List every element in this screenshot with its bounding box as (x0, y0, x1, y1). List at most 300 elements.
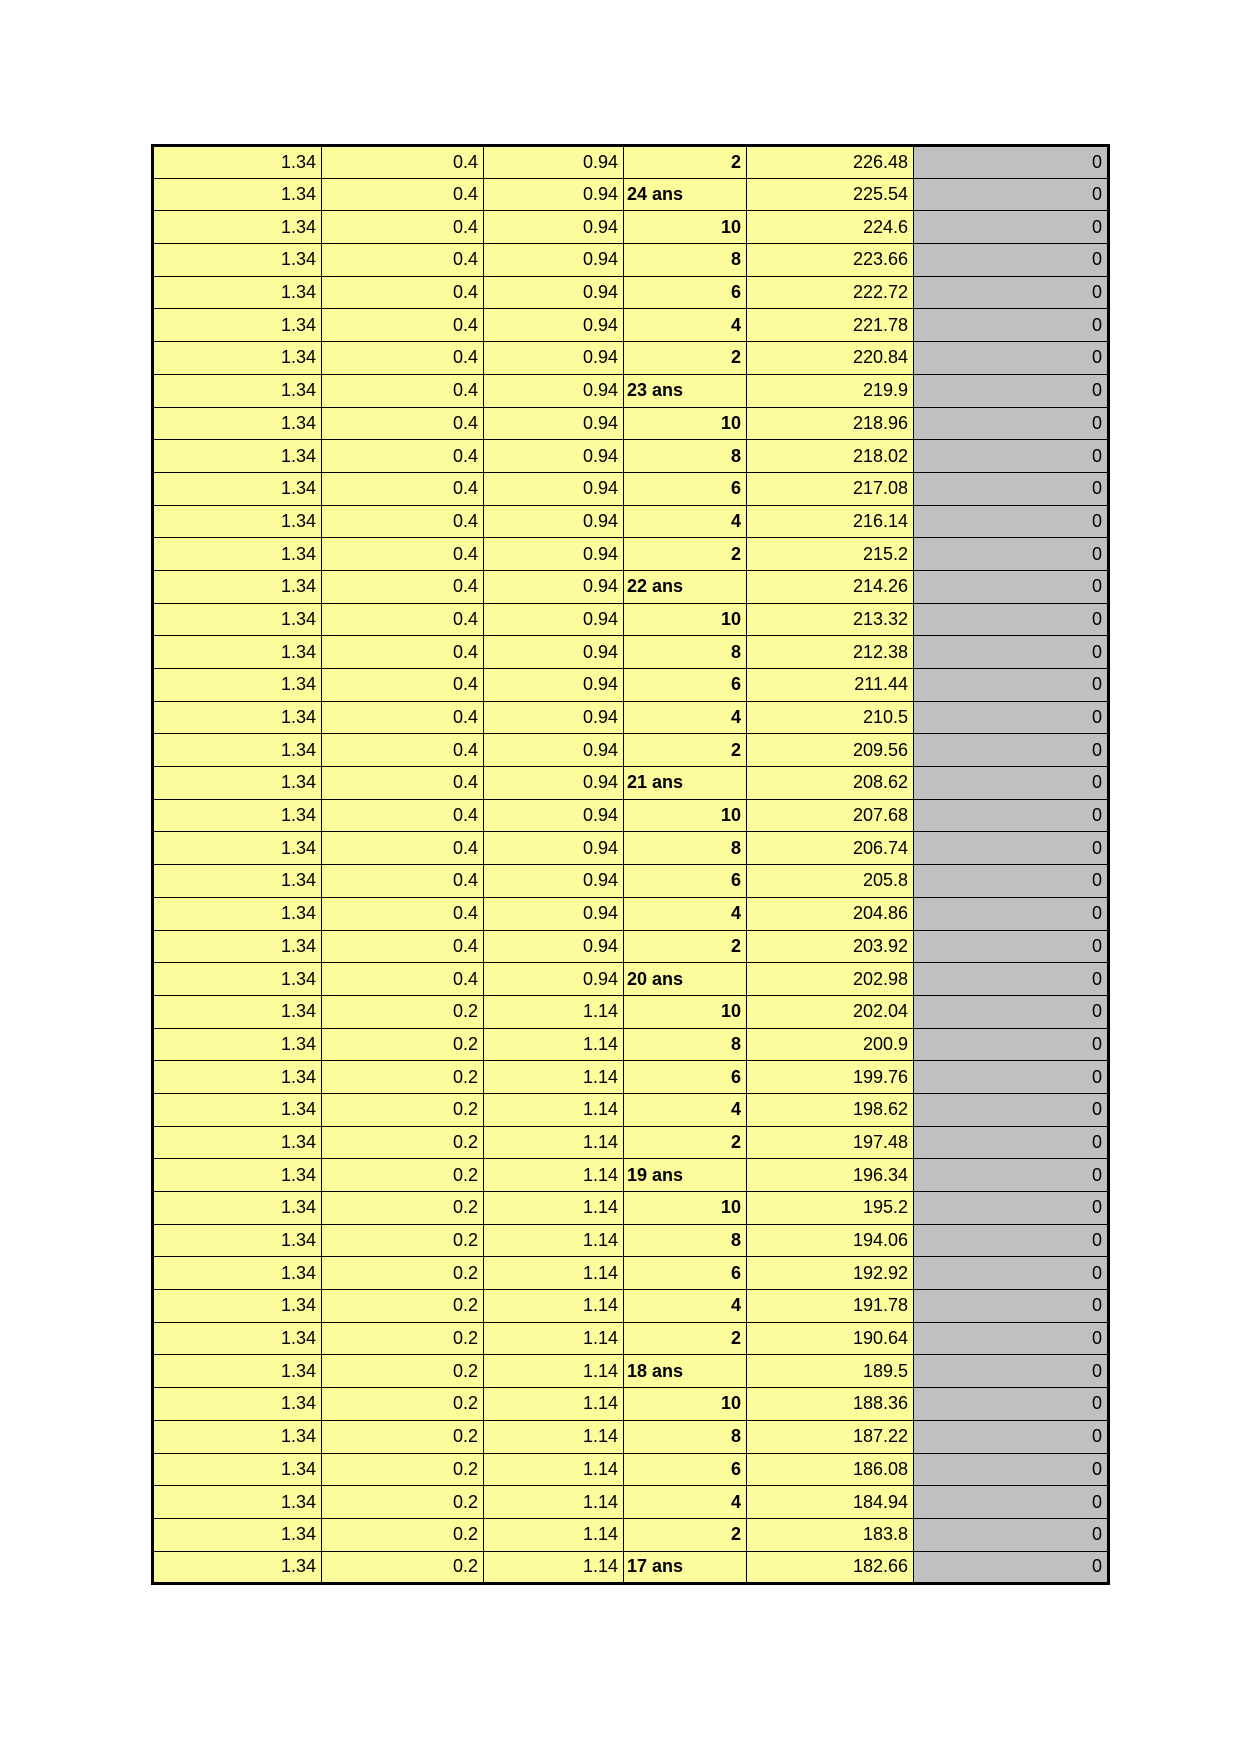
cell-age-label: 8 (624, 440, 747, 473)
cell-value-3: 1.14 (484, 1159, 624, 1192)
cell-flag: 0 (914, 472, 1109, 505)
cell-value-2: 0.4 (322, 865, 484, 898)
table-row (153, 440, 1109, 473)
cell-value-2: 0.4 (322, 734, 484, 767)
cell-age-label: 24 ans (624, 178, 747, 211)
cell-value-3: 0.94 (484, 538, 624, 571)
cell-value-2: 0.4 (322, 211, 484, 244)
cell-value-1: 1.34 (153, 146, 322, 179)
cell-flag: 0 (914, 1192, 1109, 1225)
cell-amount: 216.14 (747, 505, 914, 538)
table-row (153, 1518, 1109, 1551)
cell-flag: 0 (914, 701, 1109, 734)
cell-age-label: 6 (624, 1453, 747, 1486)
cell-age-label: 22 ans (624, 570, 747, 603)
cell-amount: 224.6 (747, 211, 914, 244)
cell-value-2: 0.4 (322, 178, 484, 211)
cell-age-label: 6 (624, 1061, 747, 1094)
cell-value-3: 1.14 (484, 1126, 624, 1159)
cell-value-1: 1.34 (153, 865, 322, 898)
cell-flag: 0 (914, 1028, 1109, 1061)
cell-age-label: 4 (624, 1093, 747, 1126)
cell-value-2: 0.4 (322, 832, 484, 865)
cell-value-3: 1.14 (484, 1453, 624, 1486)
cell-value-3: 0.94 (484, 342, 624, 375)
cell-age-label: 23 ans (624, 374, 747, 407)
cell-value-1: 1.34 (153, 1061, 322, 1094)
cell-flag: 0 (914, 407, 1109, 440)
cell-flag: 0 (914, 309, 1109, 342)
cell-value-1: 1.34 (153, 1518, 322, 1551)
cell-value-3: 1.14 (484, 1420, 624, 1453)
cell-amount: 210.5 (747, 701, 914, 734)
cell-flag: 0 (914, 995, 1109, 1028)
cell-amount: 202.04 (747, 995, 914, 1028)
cell-flag: 0 (914, 1159, 1109, 1192)
cell-age-label: 8 (624, 1420, 747, 1453)
table-row (153, 407, 1109, 440)
data-table (151, 144, 1110, 1585)
cell-age-label: 8 (624, 832, 747, 865)
cell-value-1: 1.34 (153, 1290, 322, 1323)
cell-amount: 217.08 (747, 472, 914, 505)
cell-flag: 0 (914, 636, 1109, 669)
cell-amount: 225.54 (747, 178, 914, 211)
cell-age-label: 18 ans (624, 1355, 747, 1388)
cell-value-2: 0.2 (322, 1355, 484, 1388)
cell-amount: 226.48 (747, 146, 914, 179)
cell-value-2: 0.4 (322, 505, 484, 538)
cell-amount: 182.66 (747, 1551, 914, 1584)
cell-age-label: 2 (624, 930, 747, 963)
cell-value-3: 1.14 (484, 1061, 624, 1094)
table-row (153, 309, 1109, 342)
cell-amount: 184.94 (747, 1486, 914, 1519)
cell-age-label: 6 (624, 472, 747, 505)
cell-value-3: 0.94 (484, 407, 624, 440)
table-row (153, 211, 1109, 244)
cell-flag: 0 (914, 1290, 1109, 1323)
cell-age-label: 10 (624, 1192, 747, 1225)
cell-amount: 203.92 (747, 930, 914, 963)
cell-age-label: 20 ans (624, 963, 747, 996)
cell-amount: 212.38 (747, 636, 914, 669)
cell-value-2: 0.4 (322, 407, 484, 440)
cell-value-2: 0.4 (322, 963, 484, 996)
cell-age-label: 8 (624, 636, 747, 669)
table-row (153, 1551, 1109, 1584)
cell-amount: 189.5 (747, 1355, 914, 1388)
cell-value-1: 1.34 (153, 1551, 322, 1584)
cell-value-3: 1.14 (484, 1224, 624, 1257)
cell-value-2: 0.4 (322, 897, 484, 930)
cell-age-label: 6 (624, 865, 747, 898)
cell-flag: 0 (914, 146, 1109, 179)
table-row (153, 930, 1109, 963)
table-row (153, 1355, 1109, 1388)
table-row (153, 995, 1109, 1028)
cell-flag: 0 (914, 865, 1109, 898)
table-row (153, 374, 1109, 407)
cell-value-2: 0.2 (322, 1518, 484, 1551)
cell-value-2: 0.4 (322, 570, 484, 603)
cell-value-3: 1.14 (484, 1257, 624, 1290)
table-row (153, 799, 1109, 832)
cell-flag: 0 (914, 1061, 1109, 1094)
cell-age-label: 4 (624, 505, 747, 538)
cell-age-label: 8 (624, 1028, 747, 1061)
cell-amount: 198.62 (747, 1093, 914, 1126)
cell-value-3: 0.94 (484, 701, 624, 734)
cell-value-3: 0.94 (484, 440, 624, 473)
table-row (153, 1061, 1109, 1094)
cell-flag: 0 (914, 669, 1109, 702)
cell-age-label: 10 (624, 407, 747, 440)
cell-value-1: 1.34 (153, 1224, 322, 1257)
cell-flag: 0 (914, 1126, 1109, 1159)
cell-value-2: 0.2 (322, 1420, 484, 1453)
cell-value-3: 0.94 (484, 309, 624, 342)
cell-flag: 0 (914, 1093, 1109, 1126)
cell-value-1: 1.34 (153, 505, 322, 538)
cell-value-1: 1.34 (153, 636, 322, 669)
cell-amount: 213.32 (747, 603, 914, 636)
cell-amount: 183.8 (747, 1518, 914, 1551)
table-row (153, 1028, 1109, 1061)
cell-flag: 0 (914, 1518, 1109, 1551)
cell-value-1: 1.34 (153, 244, 322, 277)
cell-age-label: 2 (624, 342, 747, 375)
cell-amount: 191.78 (747, 1290, 914, 1323)
cell-flag: 0 (914, 603, 1109, 636)
cell-value-2: 0.4 (322, 636, 484, 669)
cell-age-label: 10 (624, 211, 747, 244)
cell-flag: 0 (914, 930, 1109, 963)
cell-amount: 190.64 (747, 1322, 914, 1355)
table-row (153, 276, 1109, 309)
cell-value-2: 0.4 (322, 342, 484, 375)
cell-age-label: 2 (624, 538, 747, 571)
cell-amount: 207.68 (747, 799, 914, 832)
cell-age-label: 2 (624, 146, 747, 179)
cell-flag: 0 (914, 342, 1109, 375)
cell-value-2: 0.2 (322, 1257, 484, 1290)
cell-value-2: 0.4 (322, 669, 484, 702)
table-row (153, 570, 1109, 603)
cell-value-1: 1.34 (153, 374, 322, 407)
cell-value-2: 0.2 (322, 1290, 484, 1323)
cell-value-3: 0.94 (484, 276, 624, 309)
cell-value-2: 0.2 (322, 995, 484, 1028)
cell-flag: 0 (914, 1322, 1109, 1355)
table-row (153, 1290, 1109, 1323)
cell-flag: 0 (914, 1257, 1109, 1290)
cell-value-3: 0.94 (484, 178, 624, 211)
table-body (153, 146, 1109, 1584)
cell-age-label: 19 ans (624, 1159, 747, 1192)
cell-value-3: 0.94 (484, 374, 624, 407)
cell-value-2: 0.4 (322, 374, 484, 407)
cell-age-label: 6 (624, 669, 747, 702)
cell-value-2: 0.4 (322, 276, 484, 309)
cell-value-2: 0.4 (322, 930, 484, 963)
cell-flag: 0 (914, 767, 1109, 800)
cell-amount: 202.98 (747, 963, 914, 996)
table-row (153, 538, 1109, 571)
cell-value-3: 1.14 (484, 1551, 624, 1584)
cell-value-2: 0.4 (322, 309, 484, 342)
cell-value-2: 0.4 (322, 244, 484, 277)
cell-age-label: 10 (624, 1388, 747, 1421)
cell-amount: 200.9 (747, 1028, 914, 1061)
cell-value-2: 0.4 (322, 767, 484, 800)
cell-amount: 195.2 (747, 1192, 914, 1225)
cell-value-2: 0.2 (322, 1388, 484, 1421)
cell-value-2: 0.2 (322, 1126, 484, 1159)
cell-value-1: 1.34 (153, 1355, 322, 1388)
cell-value-1: 1.34 (153, 407, 322, 440)
table-row (153, 1420, 1109, 1453)
cell-value-3: 0.94 (484, 767, 624, 800)
cell-amount: 214.26 (747, 570, 914, 603)
table-row (153, 767, 1109, 800)
cell-flag: 0 (914, 832, 1109, 865)
cell-value-1: 1.34 (153, 1257, 322, 1290)
cell-amount: 197.48 (747, 1126, 914, 1159)
table-row (153, 832, 1109, 865)
cell-value-1: 1.34 (153, 799, 322, 832)
table-row (153, 244, 1109, 277)
cell-value-3: 0.94 (484, 472, 624, 505)
cell-age-label: 6 (624, 276, 747, 309)
cell-value-1: 1.34 (153, 538, 322, 571)
cell-amount: 188.36 (747, 1388, 914, 1421)
cell-value-1: 1.34 (153, 963, 322, 996)
cell-age-label: 8 (624, 1224, 747, 1257)
cell-value-3: 0.94 (484, 799, 624, 832)
cell-flag: 0 (914, 1551, 1109, 1584)
cell-value-3: 0.94 (484, 505, 624, 538)
cell-value-2: 0.4 (322, 701, 484, 734)
cell-value-2: 0.4 (322, 472, 484, 505)
cell-flag: 0 (914, 734, 1109, 767)
cell-flag: 0 (914, 963, 1109, 996)
cell-age-label: 4 (624, 309, 747, 342)
cell-flag: 0 (914, 570, 1109, 603)
table-row (153, 865, 1109, 898)
cell-value-1: 1.34 (153, 1192, 322, 1225)
cell-value-1: 1.34 (153, 178, 322, 211)
cell-flag: 0 (914, 244, 1109, 277)
cell-value-3: 1.14 (484, 1290, 624, 1323)
cell-amount: 199.76 (747, 1061, 914, 1094)
cell-amount: 223.66 (747, 244, 914, 277)
cell-value-3: 1.14 (484, 1192, 624, 1225)
cell-value-1: 1.34 (153, 342, 322, 375)
cell-flag: 0 (914, 374, 1109, 407)
cell-value-3: 0.94 (484, 897, 624, 930)
cell-value-3: 1.14 (484, 995, 624, 1028)
cell-value-3: 0.94 (484, 603, 624, 636)
table-row (153, 146, 1109, 179)
cell-flag: 0 (914, 505, 1109, 538)
table-row (153, 1126, 1109, 1159)
cell-age-label: 2 (624, 1322, 747, 1355)
table-row (153, 1486, 1109, 1519)
cell-flag: 0 (914, 897, 1109, 930)
cell-value-3: 0.94 (484, 244, 624, 277)
cell-value-1: 1.34 (153, 1159, 322, 1192)
cell-flag: 0 (914, 440, 1109, 473)
cell-value-1: 1.34 (153, 1388, 322, 1421)
cell-value-3: 1.14 (484, 1355, 624, 1388)
cell-age-label: 17 ans (624, 1551, 747, 1584)
table-row (153, 1388, 1109, 1421)
cell-value-2: 0.2 (322, 1061, 484, 1094)
cell-age-label: 2 (624, 1126, 747, 1159)
cell-value-3: 0.94 (484, 570, 624, 603)
cell-flag: 0 (914, 211, 1109, 244)
table-row (153, 178, 1109, 211)
table-row (153, 1224, 1109, 1257)
cell-amount: 186.08 (747, 1453, 914, 1486)
cell-amount: 205.8 (747, 865, 914, 898)
table-row (153, 1257, 1109, 1290)
cell-amount: 220.84 (747, 342, 914, 375)
table-row (153, 1453, 1109, 1486)
table-row (153, 505, 1109, 538)
table-row (153, 472, 1109, 505)
cell-value-1: 1.34 (153, 1028, 322, 1061)
cell-value-2: 0.4 (322, 799, 484, 832)
cell-value-1: 1.34 (153, 995, 322, 1028)
cell-value-1: 1.34 (153, 276, 322, 309)
cell-age-label: 2 (624, 734, 747, 767)
cell-amount: 196.34 (747, 1159, 914, 1192)
cell-value-2: 0.4 (322, 538, 484, 571)
table-row (153, 636, 1109, 669)
cell-amount: 221.78 (747, 309, 914, 342)
cell-amount: 192.92 (747, 1257, 914, 1290)
cell-flag: 0 (914, 1388, 1109, 1421)
table-row (153, 603, 1109, 636)
cell-amount: 219.9 (747, 374, 914, 407)
cell-value-3: 1.14 (484, 1028, 624, 1061)
table-row (153, 734, 1109, 767)
cell-amount: 206.74 (747, 832, 914, 865)
cell-value-2: 0.4 (322, 440, 484, 473)
cell-age-label: 2 (624, 1518, 747, 1551)
cell-value-2: 0.2 (322, 1028, 484, 1061)
cell-value-1: 1.34 (153, 1126, 322, 1159)
cell-age-label: 10 (624, 799, 747, 832)
cell-flag: 0 (914, 538, 1109, 571)
cell-age-label: 21 ans (624, 767, 747, 800)
cell-amount: 222.72 (747, 276, 914, 309)
cell-value-1: 1.34 (153, 570, 322, 603)
cell-value-1: 1.34 (153, 897, 322, 930)
cell-flag: 0 (914, 1420, 1109, 1453)
cell-flag: 0 (914, 178, 1109, 211)
cell-value-1: 1.34 (153, 767, 322, 800)
cell-amount: 211.44 (747, 669, 914, 702)
cell-flag: 0 (914, 276, 1109, 309)
cell-value-3: 1.14 (484, 1518, 624, 1551)
cell-value-2: 0.2 (322, 1322, 484, 1355)
cell-value-1: 1.34 (153, 734, 322, 767)
cell-age-label: 10 (624, 995, 747, 1028)
cell-value-3: 0.94 (484, 146, 624, 179)
table-row (153, 701, 1109, 734)
cell-flag: 0 (914, 799, 1109, 832)
cell-value-1: 1.34 (153, 832, 322, 865)
table-row (153, 1093, 1109, 1126)
cell-value-2: 0.4 (322, 146, 484, 179)
table-row (153, 669, 1109, 702)
cell-amount: 218.96 (747, 407, 914, 440)
table-row (153, 1322, 1109, 1355)
cell-amount: 187.22 (747, 1420, 914, 1453)
cell-value-2: 0.2 (322, 1192, 484, 1225)
cell-value-1: 1.34 (153, 930, 322, 963)
cell-value-1: 1.34 (153, 309, 322, 342)
cell-age-label: 8 (624, 244, 747, 277)
cell-age-label: 10 (624, 603, 747, 636)
cell-amount: 194.06 (747, 1224, 914, 1257)
table-row (153, 963, 1109, 996)
cell-flag: 0 (914, 1453, 1109, 1486)
cell-flag: 0 (914, 1355, 1109, 1388)
cell-age-label: 6 (624, 1257, 747, 1290)
table-row (153, 897, 1109, 930)
cell-value-1: 1.34 (153, 603, 322, 636)
cell-value-2: 0.2 (322, 1486, 484, 1519)
cell-amount: 209.56 (747, 734, 914, 767)
cell-amount: 215.2 (747, 538, 914, 571)
cell-value-2: 0.2 (322, 1224, 484, 1257)
cell-value-1: 1.34 (153, 211, 322, 244)
cell-value-1: 1.34 (153, 701, 322, 734)
cell-value-2: 0.2 (322, 1093, 484, 1126)
cell-age-label: 4 (624, 897, 747, 930)
cell-age-label: 4 (624, 701, 747, 734)
cell-flag: 0 (914, 1486, 1109, 1519)
cell-value-1: 1.34 (153, 1486, 322, 1519)
cell-age-label: 4 (624, 1290, 747, 1323)
cell-value-3: 0.94 (484, 734, 624, 767)
cell-value-2: 0.2 (322, 1551, 484, 1584)
cell-value-3: 0.94 (484, 865, 624, 898)
cell-value-1: 1.34 (153, 472, 322, 505)
cell-amount: 218.02 (747, 440, 914, 473)
cell-value-1: 1.34 (153, 440, 322, 473)
table-row (153, 1159, 1109, 1192)
cell-value-1: 1.34 (153, 1453, 322, 1486)
cell-value-1: 1.34 (153, 1093, 322, 1126)
cell-flag: 0 (914, 1224, 1109, 1257)
cell-value-3: 0.94 (484, 669, 624, 702)
cell-value-2: 0.4 (322, 603, 484, 636)
cell-value-2: 0.2 (322, 1159, 484, 1192)
cell-value-3: 1.14 (484, 1486, 624, 1519)
cell-value-1: 1.34 (153, 1322, 322, 1355)
cell-value-1: 1.34 (153, 1420, 322, 1453)
cell-amount: 208.62 (747, 767, 914, 800)
cell-value-3: 0.94 (484, 930, 624, 963)
cell-value-3: 0.94 (484, 963, 624, 996)
cell-value-3: 0.94 (484, 636, 624, 669)
cell-age-label: 4 (624, 1486, 747, 1519)
